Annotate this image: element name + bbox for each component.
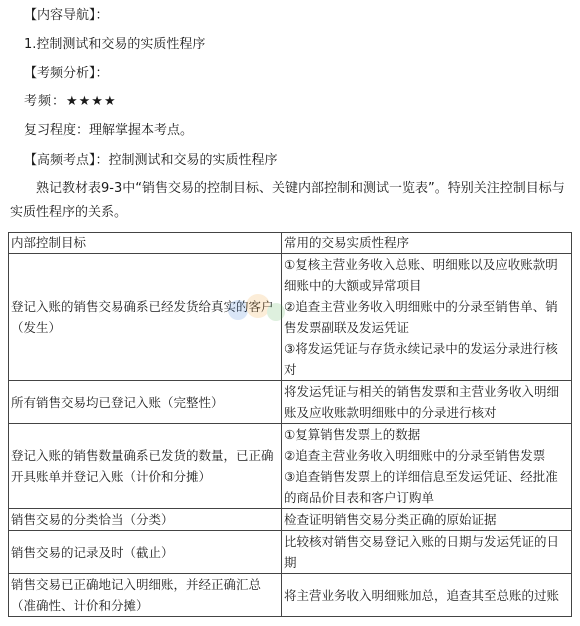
- control-objective-cell: [9, 254, 282, 381]
- substantive-procedure-text: 账及应收账款明细账中的分录进行核对: [284, 405, 497, 420]
- hot-point: [24, 152, 278, 170]
- control-objective-text: 开具账单并登记入账（计价和分摊）: [11, 469, 212, 484]
- substantive-procedure-text: 的商品价目表和客户订购单: [284, 490, 435, 505]
- control-objective-text: 销售交易的记录及时（截止）: [11, 544, 174, 560]
- control-objective-text: （准确性、计价和分摊）: [11, 598, 149, 613]
- hot-point-label: 【高频考点】：: [24, 153, 109, 168]
- control-objective-text: 销售交易已正确地记入明细账，并经正确汇总: [11, 577, 262, 592]
- substantive-procedure-text: ①复算销售发票上的数据: [284, 427, 421, 442]
- control-objective-text: （发生）: [11, 320, 62, 335]
- substantive-procedure-cell: [282, 424, 572, 509]
- control-objective-cell: [9, 574, 282, 617]
- table-row: [9, 424, 572, 509]
- table-row: [9, 531, 572, 574]
- frequency-analysis-label: 【考频分析】：: [24, 66, 109, 81]
- table-row: [9, 381, 572, 424]
- control-objective-cell: [9, 424, 282, 509]
- substantive-procedure-cell: [282, 531, 572, 574]
- table-row: [9, 254, 572, 381]
- substantive-procedure-text: 售发票副联及发运凭证: [284, 320, 410, 335]
- substantive-procedure-text: 对: [284, 362, 297, 377]
- substantive-procedure-cell: [282, 381, 572, 424]
- control-objective-cell: [9, 531, 282, 574]
- substantive-procedure-text: ①复核主营业务收入总账、明细账以及应收账款明: [284, 257, 558, 272]
- substantive-procedure-text: 将发运凭证与相关的销售发票和主营业务收入明细: [284, 384, 560, 399]
- substantive-procedure-text: 期: [284, 555, 297, 570]
- control-objective-text: 登记入账的销售数量确系已发货的数量，已正确: [11, 448, 274, 463]
- control-objective-text: 所有销售交易均已登记入账（完整性）: [11, 394, 224, 410]
- control-objective-text: 销售交易的分类恰当（分类）: [11, 512, 174, 527]
- control-objective-cell: [9, 509, 282, 531]
- review-level: 复习程度：理解掌握本考点。: [24, 123, 194, 138]
- table-row: [9, 574, 572, 617]
- substantive-procedure-cell: [282, 509, 572, 531]
- substantive-procedure-text: ②追查主营业务收入明细账中的分录至销售单、销: [284, 299, 558, 314]
- table-row: [9, 509, 572, 531]
- substantive-procedure-text: 检查证明销售交易分类正确的原始证据: [284, 512, 497, 527]
- substantive-procedure-text: 将主营业务收入明细账加总，追查其至总账的过账: [284, 587, 560, 603]
- table-header-row: [9, 233, 572, 254]
- intro-text: 熟记教材表9-3中“销售交易的控制目标、关键内部控制和测试一览表”。特别关注控制目标与实质性程序的关系。: [10, 181, 565, 220]
- substantive-procedure-cell: [282, 254, 572, 381]
- substantive-procedure-text: 细账中的大额或异常项目: [284, 278, 422, 293]
- content-nav-label: 【内容导航】：: [24, 8, 109, 23]
- control-objective-cell: [9, 381, 282, 424]
- control-objective-text: 登记入账的销售交易确系已经发货给真实的客户: [11, 299, 274, 314]
- substantive-procedure-text: 比较核对销售交易登记入账的日期与发运凭证的日: [284, 534, 560, 549]
- header-substantive-procedures: 常用的交易实质性程序: [282, 233, 572, 254]
- header-internal-control-objective: 内部控制目标: [9, 233, 282, 254]
- frequency-rating: 考频：★★★★: [24, 94, 117, 109]
- content-nav-item: 1.控制测试和交易的实质性程序: [24, 37, 206, 52]
- substantive-procedure-text: ③追查销售发票上的详细信息至发运凭证、经批准: [284, 469, 558, 484]
- substantive-procedure-cell: [282, 574, 572, 617]
- intro-paragraph: [10, 177, 566, 225]
- substantive-procedure-text: ②追查主营业务收入明细账中的分录至销售发票: [284, 448, 546, 463]
- substantive-procedure-text: ③将发运凭证与存货永续记录中的发运分录进行核: [284, 341, 558, 356]
- hot-point-text: 控制测试和交易的实质性程序: [108, 153, 278, 168]
- control-objectives-table: [8, 232, 572, 617]
